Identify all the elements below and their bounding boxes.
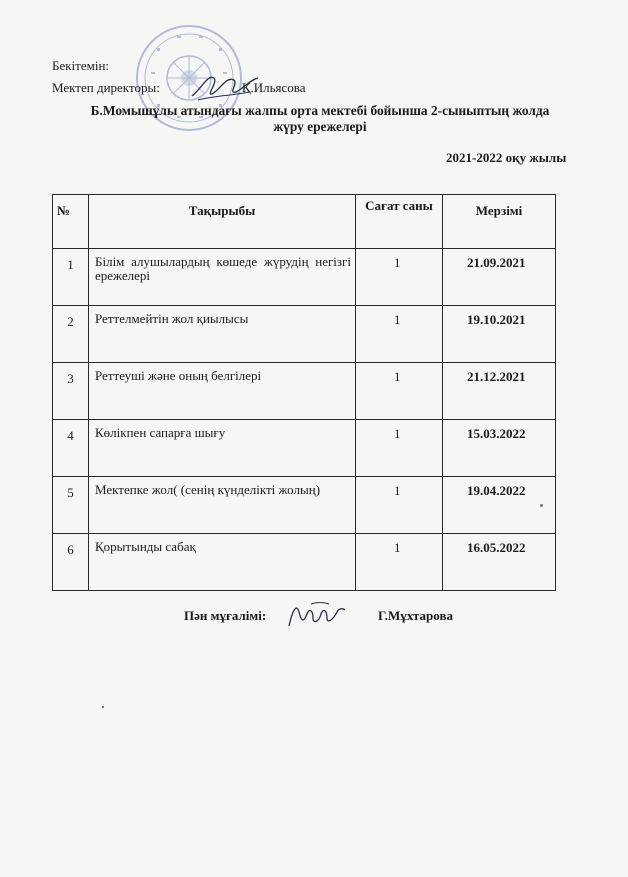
- teacher-label: Пән мұғалімі:: [184, 608, 267, 623]
- table-row: [53, 363, 556, 420]
- approval-label: Бекітемін:: [52, 58, 110, 73]
- school-year: 2021-2022 оқу жылы: [446, 150, 567, 165]
- table-row: [53, 249, 556, 306]
- row-number: 4: [53, 420, 89, 477]
- row-number: 6: [53, 534, 89, 591]
- row-hours: 1: [356, 534, 443, 591]
- director-name: Қ.Ильясова: [241, 80, 306, 95]
- table-row: [53, 534, 556, 591]
- row-number: 2: [53, 306, 89, 363]
- row-hours: 1: [356, 420, 443, 477]
- row-hours: 1: [356, 306, 443, 363]
- row-topic: Мектепке жол( (сенің күнделікті жолың): [89, 477, 356, 534]
- row-topic: Көлікпен сапарға шығу: [89, 420, 356, 477]
- table-header-row: [53, 195, 556, 249]
- director-label: Мектеп директоры:: [52, 80, 160, 95]
- row-hours: 1: [356, 363, 443, 420]
- table-row: [53, 306, 556, 363]
- director-line: [52, 80, 306, 96]
- row-date: 21.09.2021: [443, 249, 556, 306]
- header-hours: Сағат саны: [356, 195, 443, 249]
- row-date: 16.05.2022: [443, 534, 556, 591]
- scan-speck: [540, 504, 543, 507]
- row-number: 1: [53, 249, 89, 306]
- director-signature: [188, 66, 260, 106]
- table-row: [53, 477, 556, 534]
- row-date: 15.03.2022: [443, 420, 556, 477]
- scan-speck: [102, 706, 104, 708]
- header-number: №: [53, 195, 89, 249]
- row-date: 21.12.2021: [443, 363, 556, 420]
- row-hours: 1: [356, 477, 443, 534]
- header-date: Мерзімі: [443, 195, 556, 249]
- row-date: 19.04.2022: [443, 477, 556, 534]
- row-topic: Білім алушылардың көшеде жүрудің негізгі ережелері: [89, 249, 356, 306]
- row-topic: Реттелмейтін жол қиылысы: [89, 306, 356, 363]
- lesson-plan-table: [52, 194, 556, 591]
- row-topic: Қорытынды сабақ: [89, 534, 356, 591]
- header-topic: Тақырыбы: [89, 195, 356, 249]
- row-number: 3: [53, 363, 89, 420]
- row-topic: Реттеуші және оның белгілері: [89, 363, 356, 420]
- teacher-signature: [283, 598, 349, 634]
- teacher-name: Г.Мұхтарова: [378, 608, 453, 623]
- row-hours: 1: [356, 249, 443, 306]
- row-number: 5: [53, 477, 89, 534]
- document-title: Б.Момышұлы атындағы жалпы орта мектебі бойынша 2-сыныптың жолда жүру ережелері: [90, 103, 550, 134]
- table-row: [53, 420, 556, 477]
- row-date: 19.10.2021: [443, 306, 556, 363]
